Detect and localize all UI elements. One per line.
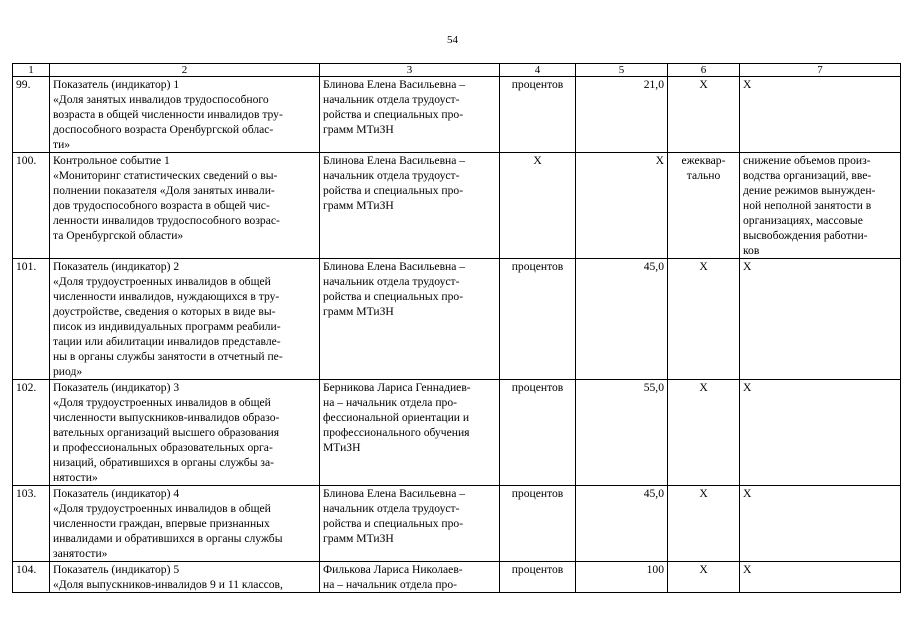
period-cell: X bbox=[668, 77, 740, 153]
indicator-name-line: Показатель (индикатор) 3 bbox=[53, 381, 180, 394]
responsible-person-line: Блинова Елена Васильевна – bbox=[323, 487, 466, 500]
responsible-person-line: профессионального обучения bbox=[323, 426, 470, 439]
responsible-person bbox=[320, 486, 500, 562]
risk-cell-line: X bbox=[743, 260, 752, 273]
risk-cell-line: организациях, массовые bbox=[743, 214, 863, 227]
column-header: 3 bbox=[320, 64, 500, 77]
indicator-name-line: нятости» bbox=[53, 471, 98, 484]
indicator-name-line: ленности инвалидов трудоспособного возрас- bbox=[53, 214, 280, 227]
value-cell: 45,0 bbox=[576, 486, 668, 562]
period-cell: X bbox=[668, 486, 740, 562]
responsible-person-line: грамм МТиЗН bbox=[323, 305, 394, 318]
responsible-person-line: грамм МТиЗН bbox=[323, 199, 394, 212]
column-header: 2 bbox=[50, 64, 320, 77]
indicator-name-line: занятости» bbox=[53, 547, 108, 560]
value-cell: 100 bbox=[576, 562, 668, 593]
unit-cell: процентов bbox=[500, 77, 576, 153]
row-number: 100. bbox=[13, 153, 50, 259]
indicator-name-line: вательных организаций высшего образования bbox=[53, 426, 280, 439]
table-body bbox=[13, 77, 901, 593]
indicator-name-line: численности граждан, впервые признанных bbox=[53, 517, 270, 530]
responsible-person bbox=[320, 380, 500, 486]
indicator-name-line: дов трудоспособного возраста в общей чис- bbox=[53, 199, 270, 212]
indicator-name-line: Показатель (индикатор) 5 bbox=[53, 563, 180, 576]
column-header: 4 bbox=[500, 64, 576, 77]
indicator-name-line: Показатель (индикатор) 2 bbox=[53, 260, 180, 273]
risk-cell-line: дение режимов вынужден- bbox=[743, 184, 876, 197]
indicator-name-line: доустройстве, сведения о которых в виде вы- bbox=[53, 305, 276, 318]
indicator-name-line: доспособного возраста Оренбургской облас- bbox=[53, 123, 274, 136]
indicator-name-line: «Доля занятых инвалидов трудоспособного bbox=[53, 93, 269, 106]
risk-cell-line: высвобождения работни- bbox=[743, 229, 868, 242]
value-cell: 55,0 bbox=[576, 380, 668, 486]
risk-cell bbox=[740, 153, 901, 259]
responsible-person-line: на – начальник отдела про- bbox=[323, 396, 458, 409]
row-number: 102. bbox=[13, 380, 50, 486]
responsible-person-line: Блинова Елена Васильевна – bbox=[323, 260, 466, 273]
responsible-person bbox=[320, 153, 500, 259]
indicator-name-line: «Доля трудоустроенных инвалидов в общей bbox=[53, 396, 271, 409]
value-cell: 45,0 bbox=[576, 259, 668, 380]
indicator-name-line: полнении показателя «Доля занятых инвали- bbox=[53, 184, 275, 197]
value-cell: X bbox=[576, 153, 668, 259]
responsible-person-line: начальник отдела трудоуст- bbox=[323, 275, 460, 288]
indicator-name-line: инвалидами и обратившихся в органы службы bbox=[53, 532, 283, 545]
indicator-name-line: «Доля трудоустроенных инвалидов в общей bbox=[53, 275, 271, 288]
table-row bbox=[13, 380, 901, 486]
table-header bbox=[13, 64, 901, 77]
indicator-name bbox=[50, 562, 320, 593]
responsible-person-line: начальник отдела трудоуст- bbox=[323, 169, 460, 182]
responsible-person-line: начальник отдела трудоуст- bbox=[323, 93, 460, 106]
risk-cell-line: ков bbox=[743, 244, 760, 257]
risk-cell-line: X bbox=[743, 78, 752, 91]
responsible-person-line: МТиЗН bbox=[323, 441, 361, 454]
risk-cell-line: ной неполной занятости в bbox=[743, 199, 872, 212]
risk-cell bbox=[740, 562, 901, 593]
column-header: 7 bbox=[740, 64, 901, 77]
indicator-name-line: риод» bbox=[53, 365, 83, 378]
responsible-person-line: Блинова Елена Васильевна – bbox=[323, 78, 466, 91]
indicator-name-line: «Доля выпускников-инвалидов 9 и 11 классов, bbox=[53, 578, 283, 591]
responsible-person-line: начальник отдела трудоуст- bbox=[323, 502, 460, 515]
indicator-name-line: численности выпускников-инвалидов образо- bbox=[53, 411, 280, 424]
risk-cell-line: снижение объемов произ- bbox=[743, 154, 871, 167]
indicator-name bbox=[50, 380, 320, 486]
indicator-name-line: возраста в общей численности инвалидов тру- bbox=[53, 108, 283, 121]
unit-cell: процентов bbox=[500, 380, 576, 486]
page-number: 54 bbox=[447, 34, 458, 46]
indicator-name-line: тации или абилитации инвалидов представле- bbox=[53, 335, 281, 348]
responsible-person-line: на – начальник отдела про- bbox=[323, 578, 458, 591]
responsible-person-line: ройства и специальных про- bbox=[323, 108, 464, 121]
responsible-person-line: грамм МТиЗН bbox=[323, 123, 394, 136]
responsible-person bbox=[320, 259, 500, 380]
row-number: 101. bbox=[13, 259, 50, 380]
risk-cell bbox=[740, 77, 901, 153]
indicator-name-line: Контрольное событие 1 bbox=[53, 154, 170, 167]
responsible-person bbox=[320, 562, 500, 593]
responsible-person-line: Блинова Елена Васильевна – bbox=[323, 154, 466, 167]
period-cell: ежеквар-тально bbox=[668, 153, 740, 259]
column-header: 6 bbox=[668, 64, 740, 77]
indicator-name bbox=[50, 486, 320, 562]
table-row bbox=[13, 77, 901, 153]
indicator-name-line: ти» bbox=[53, 138, 71, 151]
unit-cell: процентов bbox=[500, 259, 576, 380]
table-row bbox=[13, 259, 901, 380]
table-row bbox=[13, 562, 901, 593]
unit-cell: процентов bbox=[500, 486, 576, 562]
risk-cell-line: X bbox=[743, 563, 752, 576]
row-number: 99. bbox=[13, 77, 50, 153]
column-header: 5 bbox=[576, 64, 668, 77]
table-row bbox=[13, 486, 901, 562]
responsible-person bbox=[320, 77, 500, 153]
unit-cell: X bbox=[500, 153, 576, 259]
indicator-name-line: «Доля трудоустроенных инвалидов в общей bbox=[53, 502, 271, 515]
risk-cell bbox=[740, 259, 901, 380]
responsible-person-line: Филькова Лариса Николаев- bbox=[323, 563, 463, 576]
risk-cell-line: водства организаций, вве- bbox=[743, 169, 872, 182]
risk-cell bbox=[740, 380, 901, 486]
responsible-person-line: фессиональной ориентации и bbox=[323, 411, 470, 424]
responsible-person-line: грамм МТиЗН bbox=[323, 532, 394, 545]
risk-cell bbox=[740, 486, 901, 562]
plan-table bbox=[12, 63, 901, 593]
indicator-name-line: писок из индивидуальных программ реабили- bbox=[53, 320, 281, 333]
indicator-name-line: та Оренбургской области» bbox=[53, 229, 184, 242]
indicator-name bbox=[50, 77, 320, 153]
indicator-name-line: Показатель (индикатор) 4 bbox=[53, 487, 180, 500]
responsible-person-line: ройства и специальных про- bbox=[323, 290, 464, 303]
row-number: 103. bbox=[13, 486, 50, 562]
indicator-name-line: численности инвалидов, нуждающихся в тру- bbox=[53, 290, 280, 303]
table-row bbox=[13, 153, 901, 259]
period-cell: X bbox=[668, 562, 740, 593]
risk-cell-line: X bbox=[743, 381, 752, 394]
responsible-person-line: Берникова Лариса Геннадиев- bbox=[323, 381, 471, 394]
period-cell: X bbox=[668, 380, 740, 486]
period-cell: X bbox=[668, 259, 740, 380]
indicator-name bbox=[50, 259, 320, 380]
value-cell: 21,0 bbox=[576, 77, 668, 153]
risk-cell-line: X bbox=[743, 487, 752, 500]
indicator-name-line: и профессиональных образовательных орга- bbox=[53, 441, 273, 454]
indicator-name bbox=[50, 153, 320, 259]
responsible-person-line: ройства и специальных про- bbox=[323, 184, 464, 197]
indicator-name-line: ны в органы службы занятости в отчетный пе- bbox=[53, 350, 283, 363]
indicator-name-line: Показатель (индикатор) 1 bbox=[53, 78, 180, 91]
responsible-person-line: ройства и специальных про- bbox=[323, 517, 464, 530]
row-number: 104. bbox=[13, 562, 50, 593]
unit-cell: процентов bbox=[500, 562, 576, 593]
indicator-name-line: низаций, обратившихся в органы службы за- bbox=[53, 456, 274, 469]
indicator-name-line: «Мониторинг статистических сведений о вы- bbox=[53, 169, 278, 182]
column-header: 1 bbox=[13, 64, 50, 77]
